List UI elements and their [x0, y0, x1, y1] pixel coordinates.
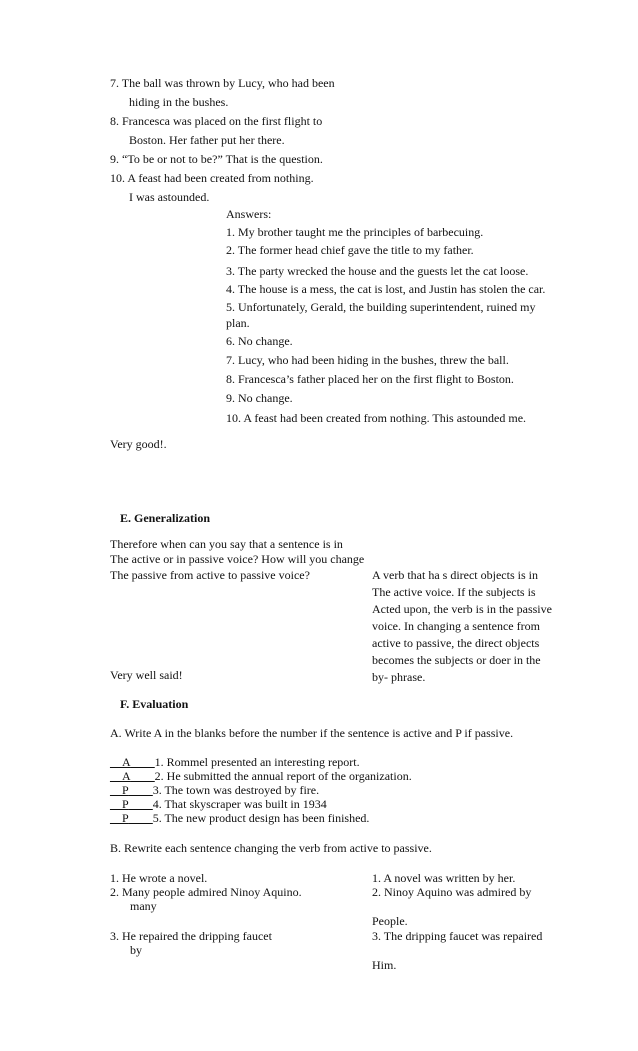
answer-item: 9. No change.	[226, 391, 293, 405]
answer-item: 3. The party wrecked the house and the guests let the cat loose.	[226, 264, 529, 278]
part-a-item: __P____5. The new product design has been finished.	[110, 811, 370, 825]
exercise-item-10: 10. A feast had been created from nothing.	[110, 171, 314, 185]
generalization-answer: A verb that ha s direct objects is in	[372, 568, 538, 582]
answer-blank[interactable]: __P____	[110, 783, 153, 797]
exercise-item-7-cont: hiding in the bushes.	[129, 95, 229, 109]
evaluation-heading: F. Evaluation	[120, 697, 189, 711]
part-b-answer-cont: Him.	[372, 958, 397, 972]
answer-item: 4. The house is a mess, the cat is lost, and Justin has stolen the car.	[226, 282, 546, 296]
exercise-item-9: 9. “To be or not to be?” That is the question.	[110, 152, 323, 166]
exercise-item-10-cont: I was astounded.	[129, 190, 210, 204]
part-b-sentence-cont: by	[130, 943, 142, 957]
answer-item: 2. The former head chief gave the title to my father.	[226, 243, 474, 257]
exercise-item-8-cont: Boston. Her father put her there.	[129, 133, 285, 147]
part-a-item: __P____3. The town was destroyed by fire.	[110, 783, 320, 797]
part-b-answer: 2. Ninoy Aquino was admired by	[372, 885, 532, 899]
part-a-item: __P____4. That skyscraper was built in 1934	[110, 797, 327, 811]
answer-item: 8. Francesca’s father placed her on the first flight to Boston.	[226, 372, 514, 386]
answer-item: 1. My brother taught me the principles of barbecuing.	[226, 225, 484, 239]
generalization-answer: Acted upon, the verb is in the passive	[372, 602, 552, 616]
exercise-item-8: 8. Francesca was placed on the first flight to	[110, 114, 323, 128]
generalization-praise: Very well said!	[110, 668, 183, 682]
answer-item: 6. No change.	[226, 334, 293, 348]
answer-item: 7. Lucy, who had been hiding in the bushes, threw the ball.	[226, 353, 509, 367]
generalization-answer: voice. In changing a sentence from	[372, 619, 540, 633]
exercise-item-7: 7. The ball was thrown by Lucy, who had been	[110, 76, 335, 90]
generalization-answer: by- phrase.	[372, 670, 426, 684]
generalization-answer: becomes the subjects or doer in the	[372, 653, 541, 667]
part-a-item: __A____2. He submitted the annual report of the organization.	[110, 769, 412, 783]
part-a-item: __A____1. Rommel presented an interesting report.	[110, 755, 360, 769]
part-b-answer-cont: People.	[372, 914, 408, 928]
part-b-instruction: B. Rewrite each sentence changing the verb from active to passive.	[110, 841, 432, 855]
answer-blank[interactable]: __P____	[110, 811, 153, 825]
part-b-sentence: 3. He repaired the dripping faucet	[110, 929, 272, 943]
answer-blank[interactable]: __A____	[110, 755, 155, 769]
generalization-question: Therefore when can you say that a sentence is in	[110, 537, 343, 551]
generalization-question: The active or in passive voice? How will you change	[110, 552, 365, 566]
answers-heading: Answers:	[226, 207, 272, 221]
part-a-instruction: A. Write A in the blanks before the number if the sentence is active and P if passive.	[110, 726, 514, 740]
generalization-answer: The active voice. If the subjects is	[372, 585, 536, 599]
generalization-answer: active to passive, the direct objects	[372, 636, 540, 650]
answer-blank[interactable]: __A____	[110, 769, 155, 783]
answer-item-cont: plan.	[226, 316, 250, 330]
part-b-sentence-cont: many	[130, 899, 157, 913]
answer-item: 10. A feast had been created from nothing. This astounded me.	[226, 411, 527, 425]
part-b-sentence: 2. Many people admired Ninoy Aquino.	[110, 885, 302, 899]
generalization-heading: E. Generalization	[120, 511, 210, 525]
part-b-answer: 3. The dripping faucet was repaired	[372, 929, 543, 943]
answer-blank[interactable]: __P____	[110, 797, 153, 811]
generalization-question: The passive from active to passive voice?	[110, 568, 310, 582]
answer-item: 5. Unfortunately, Gerald, the building superintendent, ruined my	[226, 300, 536, 314]
part-b-answer: 1. A novel was written by her.	[372, 871, 516, 885]
praise-text: Very good!.	[110, 437, 167, 451]
part-b-sentence: 1. He wrote a novel.	[110, 871, 208, 885]
